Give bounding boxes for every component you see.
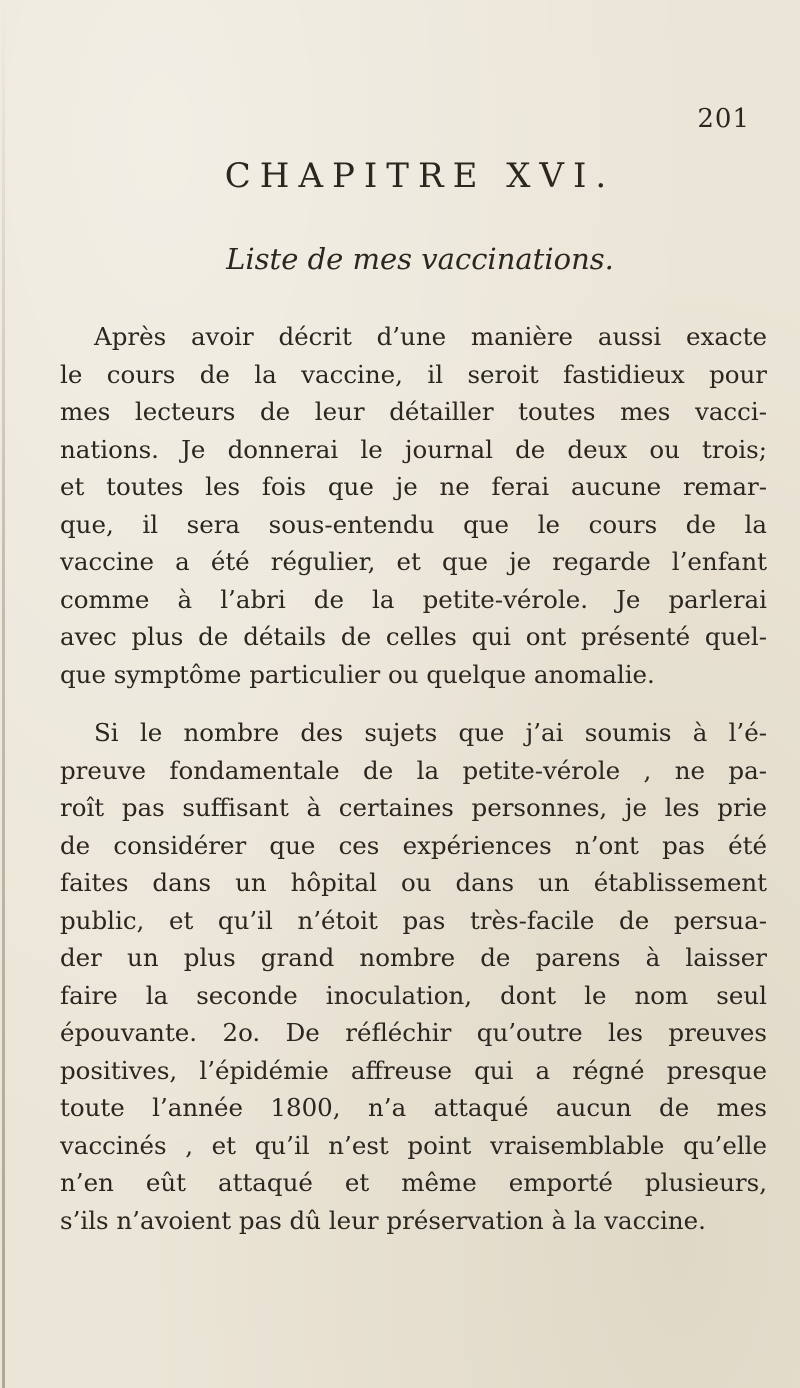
text-line: épouvante. 2o. De réfléchir qu’outre les preuves: [60, 1018, 767, 1047]
text-line: que symptôme particulier ou quelque anomalie.: [60, 659, 655, 689]
chapter-title: CHAPITRE XVI.: [224, 156, 616, 196]
text-line: toute l’année 1800, n’a attaqué aucun de mes: [60, 1093, 767, 1122]
paragraph-1: [60, 318, 767, 693]
text-line: de considérer que ces expériences n’ont pas été: [60, 830, 767, 860]
text-line: public, et qu’il n’étoit pas très-facile de persua-: [60, 905, 767, 935]
page-number: 201: [697, 104, 750, 134]
text-line: n’en eût attaqué et même emporté plusieurs,: [60, 1168, 767, 1197]
text-line: vaccinés , et qu’il n’est point vraisemblable qu’elle: [60, 1130, 767, 1160]
text-line: preuve fondamentale de la petite-vérole , ne pa-: [60, 755, 767, 785]
text-line: mes lecteurs de leur détailler toutes mes vacci-: [60, 397, 767, 426]
text-line: comme à l’abri de la petite-vérole. Je parlerai: [60, 584, 767, 614]
text-line: Après avoir décrit d’une manière aussi exacte: [94, 322, 767, 351]
text-line: Si le nombre des sujets que j’ai soumis à l’é-: [94, 718, 767, 747]
text-line: nations. Je donnerai le journal de deux ou trois;: [60, 434, 767, 464]
text-line: der un plus grand nombre de parens à laisser: [60, 943, 767, 972]
text-line: roît pas suffisant à certaines personnes, je les prie: [60, 793, 767, 822]
page-gutter-shadow: [2, 0, 5, 1388]
text-line: vaccine a été régulier, et que je regarde l’enfant: [60, 547, 767, 576]
text-line: positives, l’épidémie affreuse qui a régné presque: [60, 1055, 767, 1085]
text-line: faites dans un hôpital ou dans un établissement: [60, 868, 767, 897]
text-line: et toutes les fois que je ne ferai aucune remar-: [60, 472, 767, 501]
paragraph-2: [60, 714, 767, 1239]
text-line: que, il sera sous-entendu que le cours de la: [60, 509, 767, 539]
text-line: s’ils n’avoient pas dû leur préservation à la vaccine.: [60, 1205, 706, 1235]
text-line: faire la seconde inoculation, dont le nom seul: [60, 980, 767, 1010]
text-line: avec plus de détails de celles qui ont présenté quel-: [60, 622, 767, 651]
chapter-subtitle: Liste de mes vaccinations.: [226, 242, 614, 276]
text-line: le cours de la vaccine, il seroit fastidieux pour: [60, 359, 767, 389]
